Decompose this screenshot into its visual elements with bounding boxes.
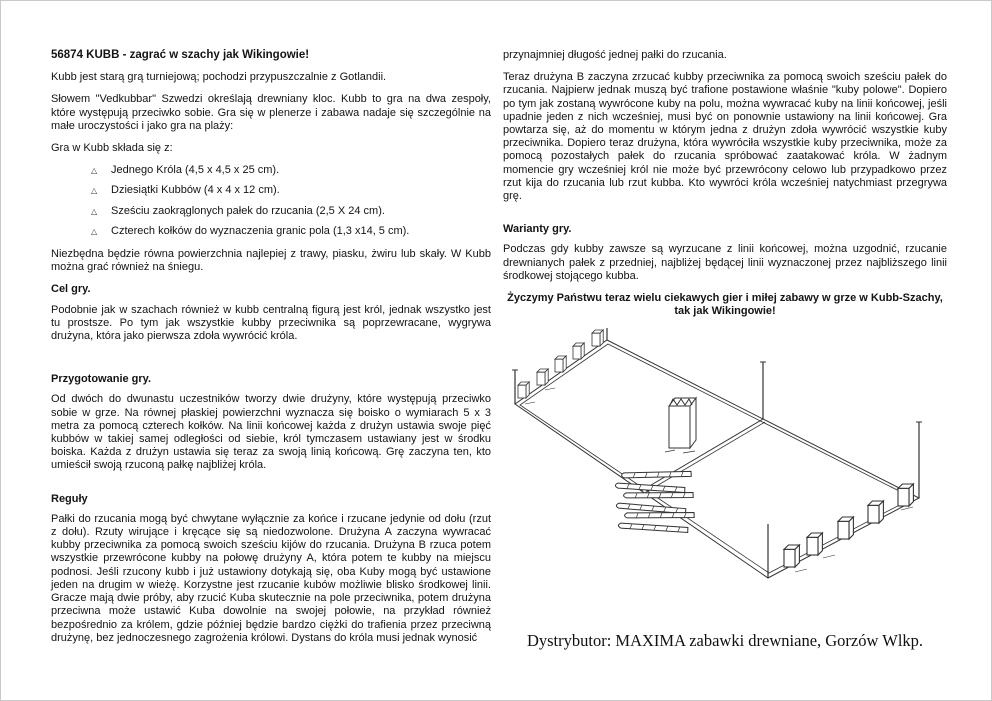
description-paragraph: Słowem "Vedkubbar" Szwedzi określają drewniany kloc. Kubb to gra na dwa zespoły, które występują przeciwko sobie. Gra się w plenerze i zabawa nadaje się szczególnie na małe uroczystości i jako gra na plaży: <box>51 93 491 132</box>
heading-preparation: Przygotowanie gry. <box>51 373 152 386</box>
surface-paragraph: Niezbędna będzie równa powierzchnia najlepiej z trawy, piasku, żwiru lub skały. W Kubb można grać również na śniegu. <box>51 248 491 274</box>
boundary-stakes <box>512 328 922 578</box>
components-list <box>91 164 491 238</box>
intro-paragraph: Kubb jest starą grą turniejową; pochodzi przypuszczalnie z Gotlandii. <box>51 71 387 84</box>
heading-variants: Warianty gry. <box>503 223 572 236</box>
near-kubbs <box>784 484 913 567</box>
list-item-text: Czterech kołków do wyznaczenia granic pola (1,3 x14, 5 cm). <box>111 224 410 237</box>
list-item <box>91 225 491 238</box>
right-column <box>503 49 947 651</box>
rules-continuation: przynajmniej długość jednej pałki do rzucania. <box>503 49 727 61</box>
list-item <box>91 205 491 218</box>
heading-rules: Reguły <box>51 492 88 505</box>
variants-paragraph: Podczas gdy kubby zawsze są wyrzucane z linii końcowej, można uzgodnić, rzucanie drewnianych pałek z przedniej, najbliżej będącej linii wyznaczonej przez najbliższego linii środkowej stojącego kubba. <box>503 243 947 282</box>
left-column <box>51 49 491 654</box>
preparation-paragraph: Od dwóch do dwunastu uczestników tworzy dwie drużyny, które występują przeciwko sobie w grze. Na równej płaskiej powierzchni wyznacza się boisko o wymiarach 5 x 3 metra za pomocą czterech kołków. Na linii końcowej każda z drużyn ustawia swoje pięć kubbów w takiej samej odległości od siebie, król tymczasem ustawiany jest w środku boiska. Każda z drużyn ustawia się teraz za swoją linią końcową. Grę zaczyna ten, kto umieścił swoją rzuconą pałkę najbliżej króla. <box>51 393 491 472</box>
list-item <box>91 184 491 197</box>
components-intro: Gra w Kubb składa się z: <box>51 142 173 155</box>
list-item <box>91 164 491 177</box>
closing-wish: Życzymy Państwu teraz wielu ciekawych gier i miłej zabawy w grze w Kubb-Szachy, tak jak Wikingowie! <box>507 292 943 318</box>
list-item-text: Jednego Króla (4,5 x 4,5 x 25 cm). <box>111 164 280 177</box>
rules-paragraph: Pałki do rzucania mogą być chwytane wyłącznie za końce i rzucane jedynie od dołu (rzut z dołu). Rzuty wirujące i kręcące się są niedozwolone. Drużyna A zaczyna wywracać kubby przeciwnika za pomocą swoich sześciu kijów do rzucania. Drużyna B rzuca potem wszystkie przewrócone kubby na połowę drużyny A, która potem te kubby na miejscu podnosi. Jeśli rzucony kubb i już ustawiony dotykają się, oba Kuby mogą być ustawione jeden na drugim w wieżę. Korzystne jest rzucanie kubów możliwie blisko środkowej linii. Gracze mają dwie próby, aby rzucić Kuba skutecznie na pole przeciwnika, potem drużyna przeciwna może ustawić Kuba dowolnie na swojej połowie, na przykład również bezpośrednio za królem, gdzie później będzie bardzo ciężki do trafienia przez przeciwną drużynę, bez jednoczesnego zagrożenia królowi. Dystans do króla musi jednak wynosić <box>51 512 491 644</box>
center-line <box>641 419 765 494</box>
king-figure <box>665 398 696 453</box>
goal-paragraph: Podobnie jak w szachach również w kubb centralną figurą jest król, jednak wszystko jest tu prostsze. Po tym jak wszystkie kubby przeciwnika są poprzewracane, wygrywa drużyna, która jako pierwsza zdoła wywrócić króla. <box>51 303 491 343</box>
list-item-text: Dziesiątki Kubbów (4 x 4 x 12 cm). <box>111 184 280 197</box>
triangle-bullet-icon: △ <box>91 226 98 236</box>
triangle-bullet-icon: △ <box>91 186 98 196</box>
triangle-bullet-icon: △ <box>91 206 98 216</box>
throwing-batons <box>615 470 694 533</box>
triangle-bullet-icon: △ <box>91 166 98 176</box>
page-title: 56874 KUBB - zagrać w szachy jak Wikingowie! <box>51 49 310 61</box>
far-kubbs <box>518 330 603 398</box>
heading-goal: Cel gry. <box>51 283 91 296</box>
kubb-field-illustration <box>503 326 946 626</box>
distributor-line: Dystrybutor: MAXIMA zabawki drewniane, Gorzów Wlkp. <box>526 631 924 651</box>
list-item-text: Sześciu zaokrąglonych pałek do rzucania (2,5 X 24 cm). <box>111 204 385 217</box>
field-outline <box>515 340 919 578</box>
illustration-container <box>503 326 947 626</box>
gameplay-paragraph: Teraz drużyna B zaczyna zrzucać kubby przeciwnika za pomocą swoich sześciu pałek do rzucania. Najpierw jednak muszą być trafione postawione właśnie "kuby polowe". Dopiero po tym jak zostaną wywrócone kuby na polu, można wywracać kuby na linii końcowej, jeśli upadnie jeden z nich wcześniej, musi być on ponownie ustawiony na linii końcowej. Gra powtarza się, aż do momentu w którym jedna z drużyn zdoła wywrócić wszystkie kuby przeciwnika. Dopiero teraz drużyna, która wywróciła wszystkie kuby przeciwnika, może za pomocą pozostałych pałek do rzucania spróbować zaatakować króla. W żadnym momencie gry wcześniej król nie może być przewrócony celowo lub przypadkowo przez rzut kija do rzucania lub rzut kubba. Kto wywróci króla wcześniej natychmiast przegrywa grę. <box>503 71 947 203</box>
